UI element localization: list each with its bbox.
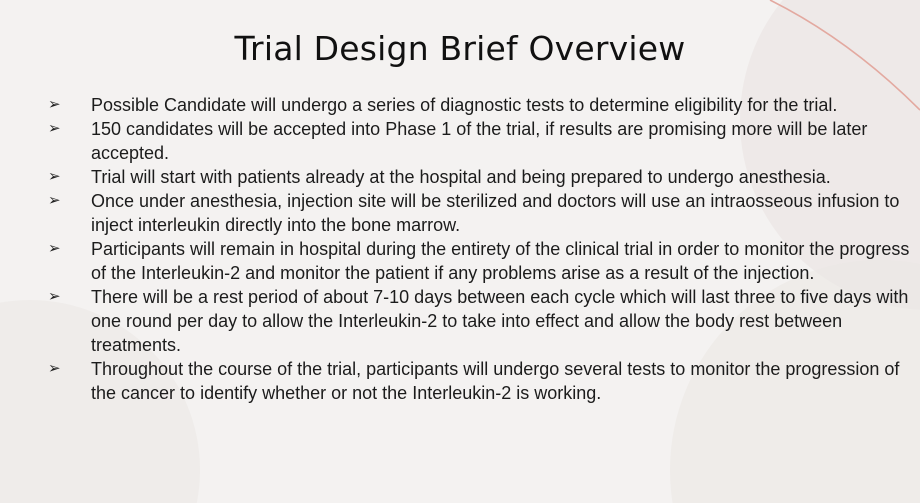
list-item	[48, 117, 914, 165]
bullet-text: Possible Candidate will undergo a series of diagnostic tests to determine eligibility for the trial.	[91, 95, 838, 115]
bullet-text: Once under anesthesia, injection site will be sterilized and doctors will use an intraosseous infusion to inject interleukin directly into the bone marrow.	[91, 191, 900, 235]
arrowhead-bullet-icon: ➢	[48, 288, 61, 305]
bullet-text: 150 candidates will be accepted into Phase 1 of the trial, if results are promising more will be later accepted.	[91, 119, 868, 163]
list-item	[48, 357, 914, 405]
arrowhead-bullet-icon: ➢	[48, 360, 61, 377]
bullet-text: Participants will remain in hospital during the entirety of the clinical trial in order to monitor the progress of the Interleukin-2 and monitor the patient if any problems arise as a result of the injection.	[91, 239, 910, 283]
bullet-list	[48, 93, 914, 405]
arrowhead-bullet-icon: ➢	[48, 96, 61, 113]
arrowhead-bullet-icon: ➢	[48, 120, 61, 137]
list-item	[48, 189, 914, 237]
list-item	[48, 237, 914, 285]
arrowhead-bullet-icon: ➢	[48, 240, 61, 257]
bullet-text: Throughout the course of the trial, participants will undergo several tests to monitor the progression of the cancer to identify whether or not the Interleukin-2 is working.	[91, 359, 900, 403]
bullet-text: There will be a rest period of about 7-10 days between each cycle which will last three to five days with one round per day to allow the Interleukin-2 to take into effect and allow the body rest between treatments.	[91, 287, 909, 355]
arrowhead-bullet-icon: ➢	[48, 168, 61, 185]
bullet-text: Trial will start with patients already at the hospital and being prepared to undergo anesthesia.	[91, 167, 831, 187]
arrowhead-bullet-icon: ➢	[48, 192, 61, 209]
slide-title: Trial Design Brief Overview	[234, 29, 686, 68]
list-item	[48, 93, 914, 117]
list-item	[48, 165, 914, 189]
list-item	[48, 285, 914, 357]
